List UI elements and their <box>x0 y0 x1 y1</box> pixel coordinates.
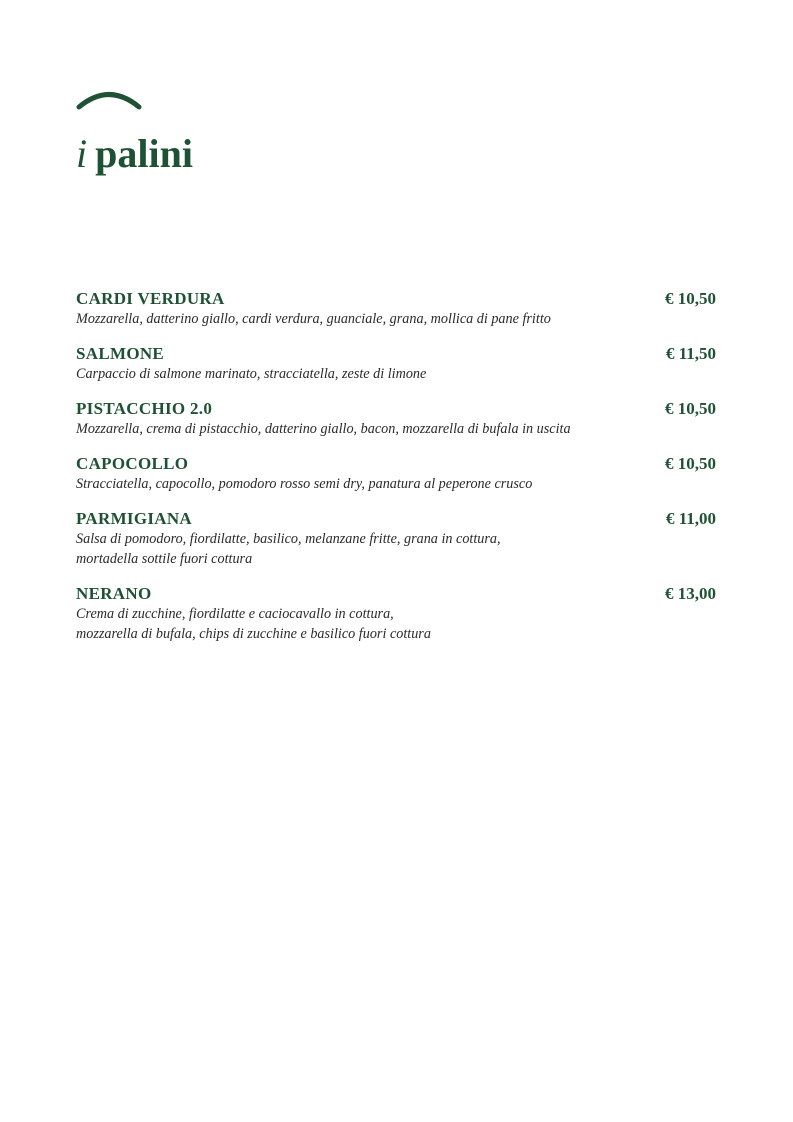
page-header <box>76 88 276 188</box>
menu-item-name: SALMONE <box>76 344 165 363</box>
menu-item-parmigiana <box>76 509 716 569</box>
menu-item-price: € 10,50 <box>665 399 716 418</box>
menu-list <box>76 289 716 659</box>
description-line: Crema di zucchine, fiordilatte e caciocavallo in cottura, <box>76 606 394 622</box>
menu-item-name: CARDI VERDURA <box>76 289 225 308</box>
menu-item-price: € 10,50 <box>665 289 716 308</box>
description-line: Mozzarella, datterino giallo, cardi verdura, guanciale, grana, mollica di pane fritto <box>76 311 551 327</box>
menu-item-nerano <box>76 584 716 644</box>
title-main: palini <box>95 131 193 176</box>
description-line: mortadella sottile fuori cottura <box>76 551 253 567</box>
menu-item-cardi-verdura <box>76 289 716 329</box>
menu-item-description <box>76 604 636 644</box>
menu-item-description <box>76 364 636 384</box>
menu-item-name: CAPOCOLLO <box>76 454 189 473</box>
menu-item-name: NERANO <box>76 584 152 603</box>
description-line: Salsa di pomodoro, fiordilatte, basilico, melanzane fritte, grana in cottura, <box>76 531 501 547</box>
description-line: Mozzarella, crema di pistacchio, datterino giallo, bacon, mozzarella di bufala in uscita <box>76 421 571 437</box>
menu-item-description <box>76 529 636 569</box>
description-line: Stracciatella, capocollo, pomodoro rosso semi dry, panatura al peperone crusco <box>76 476 533 492</box>
description-line: Carpaccio di salmone marinato, stracciatella, zeste di limone <box>76 366 427 382</box>
menu-item-pistacchio <box>76 399 716 439</box>
arc-logo-icon <box>76 88 142 110</box>
menu-item-name: PISTACCHIO 2.0 <box>76 399 213 418</box>
menu-item-name: PARMIGIANA <box>76 509 193 528</box>
menu-item-description <box>76 309 636 329</box>
menu-item-capocollo <box>76 454 716 494</box>
menu-item-price: € 11,50 <box>665 344 716 363</box>
menu-item-price: € 13,00 <box>665 584 716 603</box>
menu-item-description <box>76 474 636 494</box>
menu-item-price: € 10,50 <box>665 454 716 473</box>
title-prefix: i <box>76 131 88 176</box>
page-title <box>76 130 193 178</box>
description-line: mozzarella di bufala, chips di zucchine e basilico fuori cottura <box>76 626 431 642</box>
menu-item-salmone <box>76 344 716 384</box>
menu-item-price: € 11,00 <box>665 509 716 528</box>
menu-item-description <box>76 419 636 439</box>
